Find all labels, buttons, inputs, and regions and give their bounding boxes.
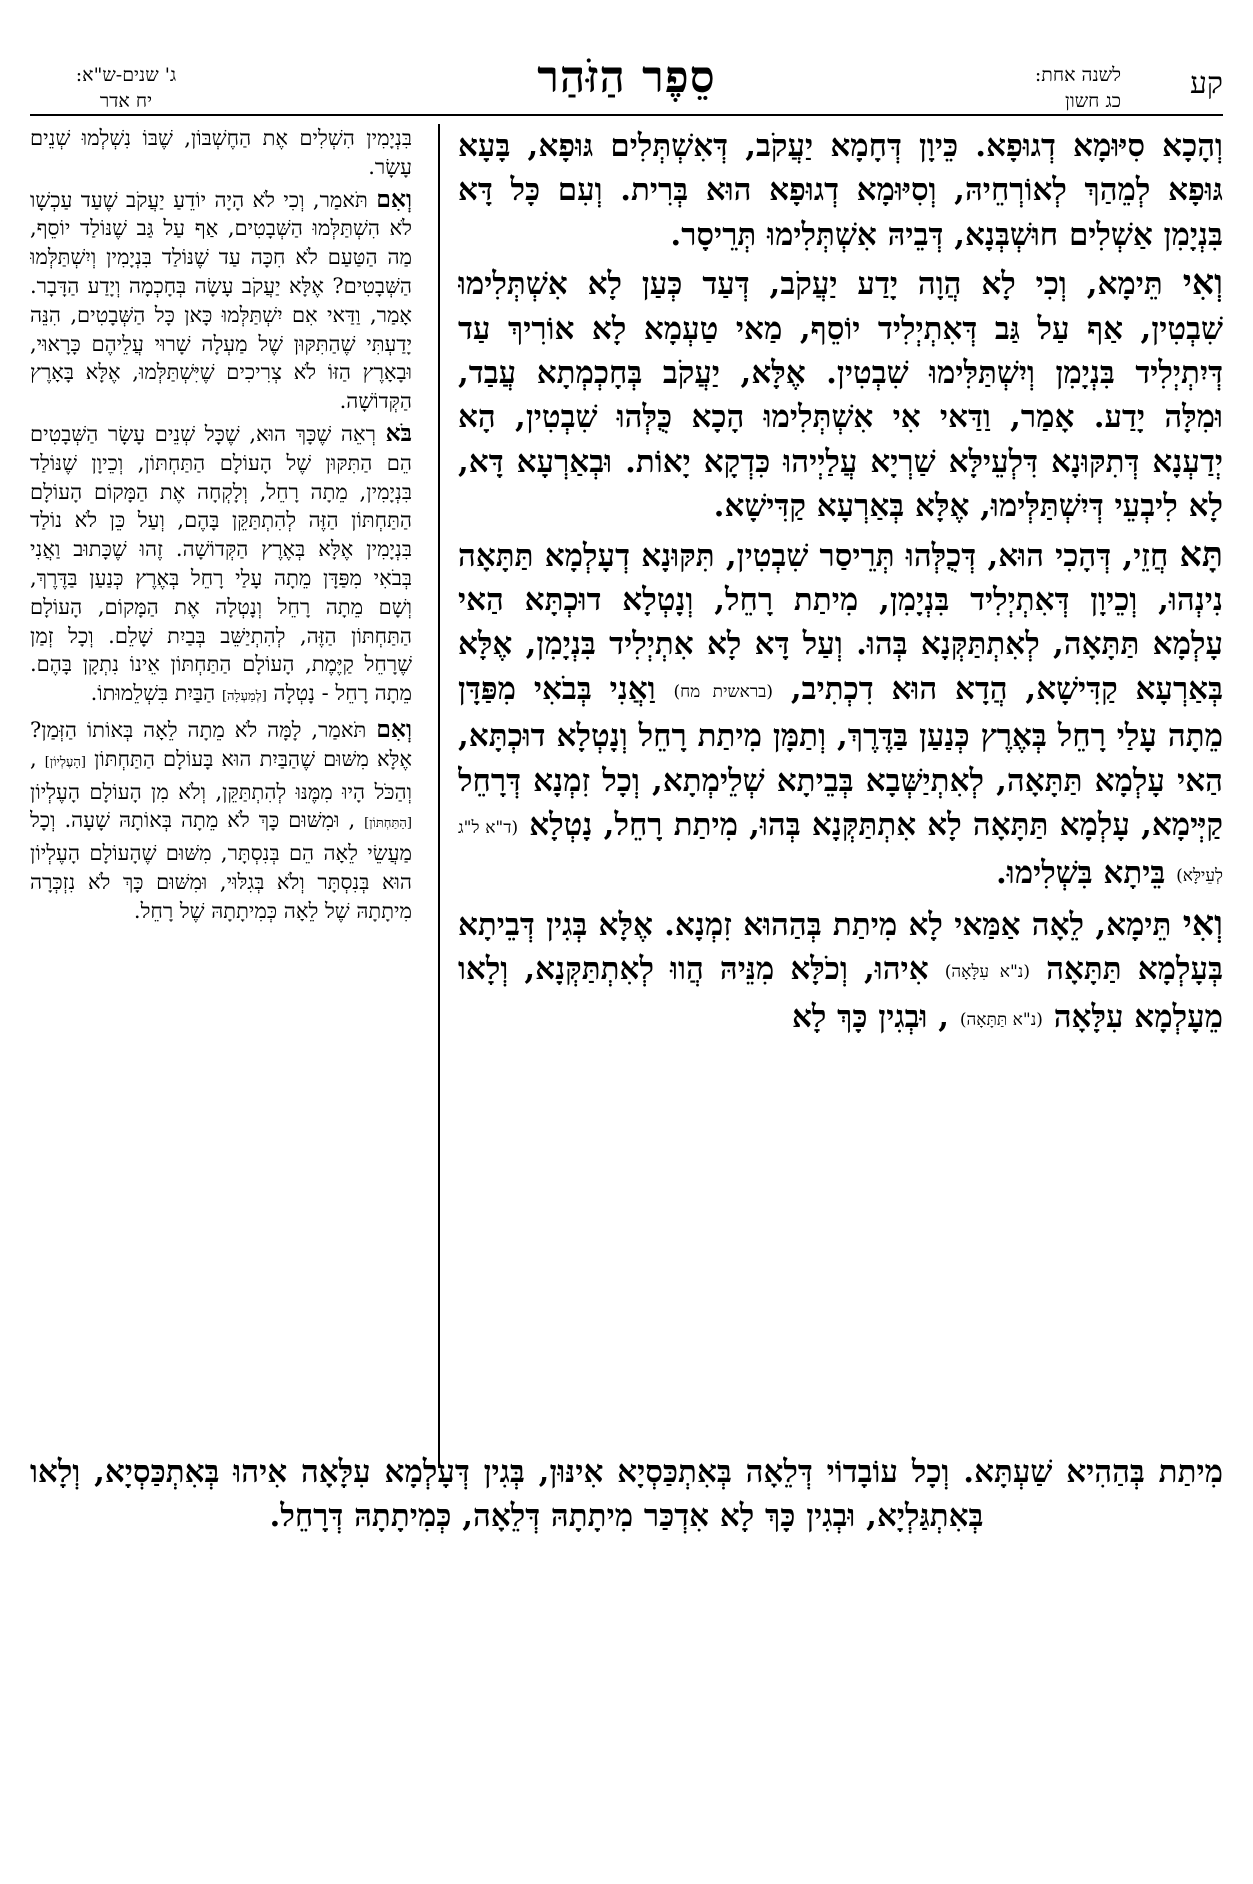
variant-note: (ד"א ל"ג לְעֵילָּא) [458,818,1223,886]
aramaic-p3-text-a: חֲזֵי, דְּהָכִי הוּא, דְּכֻלְּהוּ תְּרֵיסַר שִׁבְטִין, תִּקּוּנָא דְעָלְמָא תַּתָּאָה נִינְהוּ, וְכֵיוָן דְּאִתְיְלִיד בִּנְיָמִן, מִיתַת רָחֵל, וְנָטְלָא דוּכְתָּא הַאי עָלְמָא תַּתָּאָה, לְאִתְתַּקְּנָא בְּהוּ. וְעַל דָּא לָא אִתְיְלִיד בִּנְיָמִן, אֶלָּא בְּאַרְעָא קַדִּישָׁא, הֲדָא הוּא דִכְתִיב, [458,537,1223,707]
aramaic-p4-lead-word: וְאִי [1182,902,1223,944]
aramaic-p3-text-b: וַאֲנִי בְּבֹאִי מִפַּדָּן מֵתָה עָלַי רָחֵל בְּאֶרֶץ כְּנַעַן בַּדֶּרֶךְ, וְתַמָּן מִיתַת רָחֵל וְנָטְלָא דוּכְתָּא, הַאי עָלְמָא תַּתָּאָה, לְאִתְיַשְּׁבָא בְּבֵיתָא שְׁלֵימְתָא, וְכָל זִמְנָא דְּרָחֵל קַיְּימָא, עָלְמָא תַּתָּאָה לָא אִתְתַּקְּנָא בְּהוּ, מִיתַת רָחֵל, נָטְלָא [458,670,1223,844]
variant-note: (נ"א עִלָּאָה) [944,962,1030,983]
bracket-note: [הָעֶלְיוֹן] [44,754,86,770]
aramaic-paragraph-2 [458,261,1223,528]
hebrew-p3-text-b: הַבַּיִת בִּשְׁלֵמוּתוֹ. [90,681,216,706]
hebrew-p1-text: בִּנְיָמִין הִשְׁלִים אֶת הַחֶשְׁבּוֹן, שֶׁבּוֹ נִשְׁלְמוּ שְׁנֵים עָשָׂר. [30,126,412,179]
bracket-note: [הַתַּחְתּוֹן] [364,816,412,832]
hebrew-paragraph-4 [30,715,412,926]
aramaic-p4-text-c: , וּבְגִין כָּךְ לָא [791,998,950,1035]
header-left-line1: ג' שנים-ש"א: [75,64,177,86]
aramaic-p2-lead-word: וְאִי [1182,262,1223,304]
header-rule [30,114,1223,116]
aramaic-p3-text-c: בֵּיתָא בִּשְׁלִימוּ. [996,854,1166,891]
hebrew-paragraph-1 [30,124,412,182]
aramaic-continuation-text: מִיתַת בְּהַהִיא שַׁעְתָּא. וְכָל עוֹבָדוֹי דְּלֵאָה בְּאִתְכַּסְיָא אִינּוּן, בְּגִין דְּעָלְמָא עִלָּאָה אִיהוּ בְּאִתְכַּסְיָא, וְלָאו בְּאִתְגַּלְיָא, וּבְגִין כָּךְ לָא אִדְכַּר מִיתָתָהּ דְּלֵאָה, כְּמִיתָתָהּ דְּרָחֵל. [30,1454,1223,1535]
header-right-line1: לשנה אחת: [1034,64,1121,86]
hebrew-p4-lead-word: וְאִם [376,714,412,743]
hebrew-translation-column [30,124,412,1469]
column-divider [438,124,440,1468]
aramaic-p3-lead-word: תָּא [1179,533,1223,575]
header-left-line2: יח אדר [99,90,153,112]
verse-reference: (בראשית מח) [673,681,774,702]
header-schedule-three-years [46,62,206,114]
aramaic-p4-text-a: תֵּימָא, לֵאָה אַמַּאי לָא מִיתַת בְּהַהוּא זִמְנָא. אֶלָּא בְּגִין דְּבֵיתָא בְּעָלְמָא תַּתָּאָה [458,906,1223,988]
hebrew-paragraph-3 [30,419,412,712]
hebrew-p3-lead-word: בֹּא [385,418,412,447]
hebrew-p2-text: תֹּאמַר, וְכִי לֹא הָיָה יוֹדֵעַ יַעֲקֹב שֶׁעַד עַכְשָׁו לֹא הִשְׁתַּלְּמוּ הַשְּׁבָטִים, אַף עַל גַּב שֶׁנּוֹלַד יוֹסֵף, מַה הַטַּעַם לֹא חִכָּה עַד שֶׁנּוֹלַד בִּנְיָמִין וְיִשְׁתַּלְּמוּ הַשְּׁבָטִים? אֶלָּא יַעֲקֹב עָשָׂה בְּחָכְמָה וְיָדַע הַדָּבָר. אָמַר, וַדַּאי אִם יִשְׁתַּלְּמוּ כָּאן כָּל הַשְּׁבָטִים, הִנֵּה יָדַעְתִּי שֶׁהַתִּקּוּן שֶׁל מַעְלָה שָׁרוּי עֲלֵיהֶם כָּרָאוּי, וּבָאָרֶץ הַזּוֹ לֹא צְרִיכִים שֶׁיִּשְׁתַּלְּמוּ, אֶלָּא בָּאָרֶץ הַקְּדוֹשָׁה. [30,187,412,414]
aramaic-paragraph-1 [458,124,1223,257]
hebrew-p4-text-c: , וּמִשּׁוּם כָּךְ לֹא מֵתָה בְּאוֹתָהּ שָׁעָה. וְכָל מַעֲשֵׂי לֵאָה הֵם בְּנִסְתָּר, מִשּׁוּם שֶׁהָעוֹלָם הָעֶלְיוֹן הוּא בְּנִסְתָּר וְלֹא בְּגִלּוּי, וּמִשּׁוּם כָּךְ לֹא נִזְכְּרָה מִיתָתָהּ שֶׁל לֵאָה כְּמִיתָתָהּ שֶׁל רָחֵל. [30,808,412,923]
variant-note: (נ"א תַּתָּאָה) [959,1009,1043,1030]
aramaic-column [458,124,1223,1446]
hebrew-p4-text-b: , וְהַכֹּל הָיוּ מִמֶּנּוּ לְהִתְתַּקֵּן, וְלֹא מִן הָעוֹלָם הָעֶלְיוֹן [30,746,412,804]
hebrew-p2-lead-word: וְאִם [376,184,412,213]
hebrew-p3-text-a: רְאֵה שֶׁכָּךְ הוּא, שֶׁכָּל שְׁנֵים עָשָׂר הַשְּׁבָטִים הֵם הַתִּקּוּן שֶׁל הָעוֹלָם הַתַּחְתּוֹן, וְכֵיוָן שֶׁנּוֹלַד בִּנְיָמִין, מֵתָה רָחֵל, וְלָקְחָה אֶת הַמָּקוֹם הָעוֹלָם הַתַּחְתּוֹן הַזֶּה לְהִתְתַּקֵּן בָּהֶם, וְעַל כֵּן לֹא נוֹלַד בִּנְיָמִין אֶלָּא בְּאֶרֶץ הַקְּדוֹשָׁה. זֶהוּ שֶׁכָּתוּב וַאֲנִי בְּבֹאִי מִפַּדָּן מֵתָה עָלַי רָחֵל בְּאֶרֶץ כְּנַעַן בַּדֶּרֶךְ, וְשָׁם מֵתָה רָחֵל וְנָטְלָה אֶת הַמָּקוֹם, הָעוֹלָם הַתַּחְתּוֹן הַזֶּה, לְהִתְיַשֵּׁב בְּבַיִת שָׁלֵם. וְכָל זְמַן שֶׁרָחֵל קַיֶּמֶת, הָעוֹלָם הַתַּחְתּוֹן אֵינוֹ נִתְקָן בָּהֶם. מֵתָה רָחֵל - נָטְלָה [30,421,412,706]
bracket-note: [לְמַעְלָה] [221,689,267,705]
page-title: סֵפֶר הַזֹּהַר [537,52,716,103]
aramaic-p2-text: תֵּימָא, וְכִי לָא הֲוָה יָדַע יַעֲקֹב, דְּעַד כְּעַן לָא אִשְׁתְּלִימוּ שִׁבְטִין, אַף עַל גַּב דְּאִתְיְלִיד יוֹסֵף, מַאי טַעְמָא לָא אוֹרִיךְ עַד דְּיִתְיְלִיד בִּנְיָמִן וְיִשְׁתַּלִּימוּ שִׁבְטִין. אֶלָּא, יַעֲקֹב בְּחָכְמְתָא עֲבַד, וּמִלָּה יָדַע. אָמַר, וַדַּאי אִי אִשְׁתְּלִימוּ הָכָא כֻּלְּהוּ שִׁבְטִין, הָא יְדַעְנָא דְּתִקּוּנָא דִּלְעֵילָּא שַׁרְיָא עֲלַיְיהוּ כִּדְקָא יָאוֹת. וּבְאַרְעָא דָּא, לָא לִיבְעֵי דְּיִשְׁתַּלְּימוּ, אֶלָּא בְּאַרְעָא קַדִּישָׁא. [458,266,1223,525]
aramaic-continuation [30,1450,1223,1539]
page-number: קע [1189,66,1223,101]
aramaic-p1-text: וְהָכָא סִיּוּמָא דְגוּפָא. כֵּיוָן דְּחָמָא יַעֲקֹב, דְּאִשְׁתְּלִים גּוּפָא, בָּעָא גּוּפָא לְמֵהַךְ לְאוֹרְחֵיהּ, וְסִיּוּמָא דְגוּפָא הוּא בְּרִית. וְעִם כָּל דָּא בִּנְיָמִן אַשְׁלִים חוּשְׁבְּנָא, דְּבֵיהּ אִשְׁתְּלִימוּ תְּרֵיסָר. [458,128,1223,253]
hebrew-paragraph-2 [30,185,412,416]
header-right-line2: כג חשון [1065,90,1121,112]
aramaic-paragraph-3 [458,533,1223,898]
aramaic-paragraph-4 [458,902,1223,1042]
hebrew-p4-text-a: תֹּאמַר, לָמָּה לֹא מֵתָה לֵאָה בְּאוֹתוֹ הַזְּמַן? אֶלָּא מִשּׁוּם שֶׁהַבַּיִת הוּא בָּעוֹלָם הַתַּחְתּוֹן [30,717,412,771]
aramaic-p4-text-b: אִיהוּ, וְכֹלָּא מִנֵּיהּ הֲווּ לְאִתְתַּקְּנָא, וְלָאו מֵעָלְמָא עִלָּאָה [458,951,1223,1035]
